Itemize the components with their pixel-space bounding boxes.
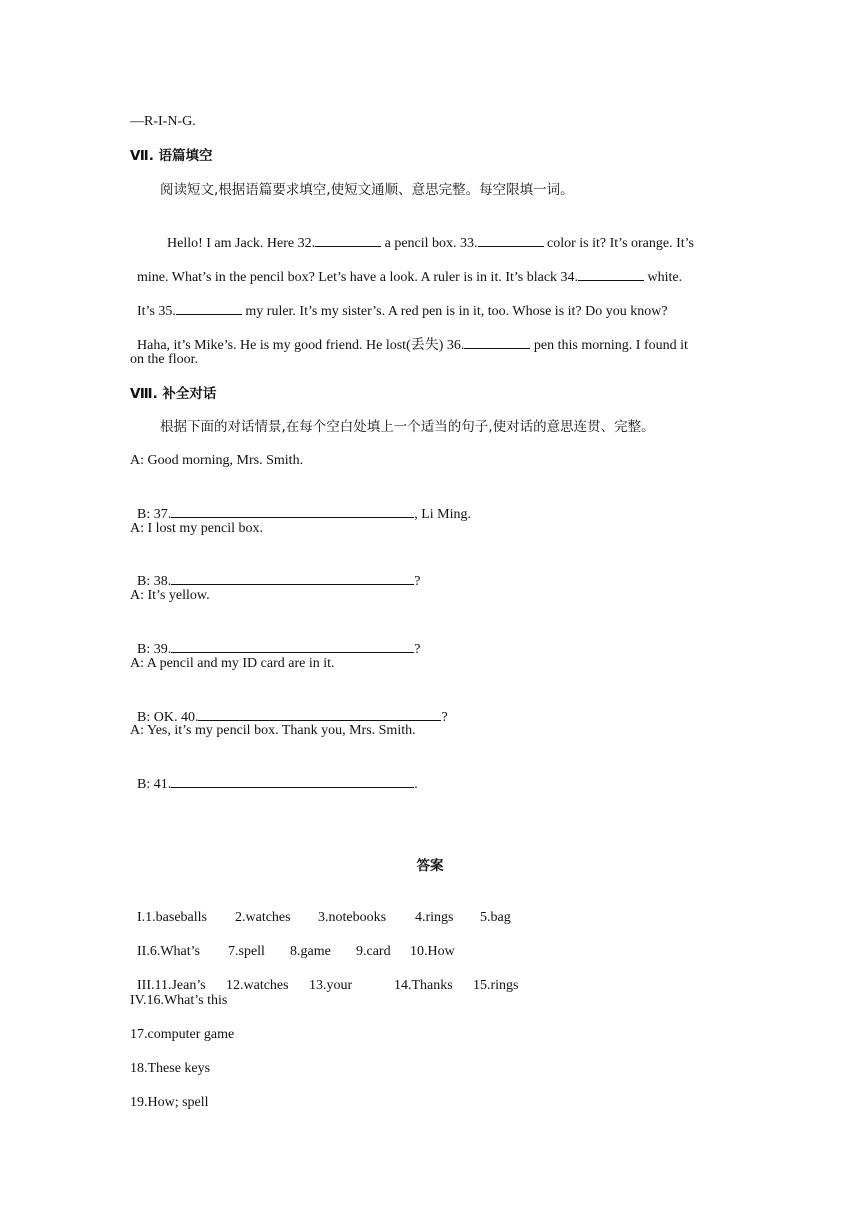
answer-item: 8.game [290, 944, 331, 959]
answer-item: I.1.baseballs [137, 910, 207, 925]
answer-item: 9.card [356, 944, 391, 959]
dialogue-text: ? [414, 642, 421, 657]
dialogue-line [130, 553, 420, 591]
top-line: —R-I-N-G. [130, 114, 196, 129]
section-7-title: Ⅶ. 语篇填空 [130, 148, 213, 164]
dialogue-text: B: 37. [137, 507, 172, 522]
answer-row-1 [130, 891, 511, 927]
answer-row-5: 17.computer game [130, 1027, 235, 1042]
passage-line-4 [130, 317, 688, 355]
section-8-instruction: 根据下面的对话情景,在每个空白处填上一个适当的句子,使对话的意思连贯、完整。 [160, 419, 655, 435]
dialogue-text: B: 41. [137, 777, 172, 792]
passage-text: mine. What’s in the pencil box? Let’s have a look. A ruler is in it. It’s black 34. [137, 270, 579, 285]
blank-35[interactable] [176, 301, 242, 315]
section-8-title: Ⅷ. 补全对话 [130, 386, 217, 402]
answer-row-4: IV.16.What’s this [130, 993, 228, 1008]
dialogue-text: ? [414, 574, 421, 589]
dialogue-text: B: 38. [137, 574, 172, 589]
dialogue-text: B: OK. 40. [137, 710, 199, 725]
dialogue-text: B: 39. [137, 642, 172, 657]
passage-text: white. [644, 270, 683, 285]
dialogue-text: . [414, 777, 418, 792]
answer-item: III.11.Jean’s [137, 978, 206, 993]
blank-37[interactable] [171, 504, 414, 518]
blank-41[interactable] [171, 774, 414, 788]
answer-item: 5.bag [480, 910, 511, 925]
blank-36[interactable] [464, 335, 530, 349]
passage-text: Hello! I am Jack. Here 32. [167, 236, 316, 251]
blank-38[interactable] [171, 571, 414, 585]
passage-line-3 [130, 283, 668, 321]
dialogue-text: ? [441, 710, 448, 725]
blank-34[interactable] [578, 267, 644, 281]
answer-row-6: 18.These keys [130, 1061, 211, 1076]
passage-text: my ruler. It’s my sister’s. A red pen is in it, too. Whose is it? Do you know? [241, 304, 668, 319]
answer-item: 12.watches [226, 978, 289, 993]
passage-line-5: on the floor. [130, 352, 199, 367]
passage-line-1 [160, 215, 694, 253]
dialogue-line [130, 756, 418, 794]
dialogue-line [130, 486, 471, 524]
answer-item: II.6.What’s [137, 944, 200, 959]
blank-40[interactable] [198, 707, 441, 721]
dialogue-line: A: Good morning, Mrs. Smith. [130, 453, 304, 468]
answer-item: 3.notebooks [318, 910, 387, 925]
passage-text: It’s 35. [137, 304, 176, 319]
dialogue-line [130, 621, 420, 659]
dialogue-text: , Li Ming. [414, 507, 472, 522]
answer-row-7: 19.How; spell [130, 1095, 209, 1110]
passage-text: Haha, it’s Mike’s. He is my good friend. He lost(丢失) 36. [137, 338, 465, 353]
answer-row-3 [130, 959, 519, 995]
dialogue-line: A: Yes, it’s my pencil box. Thank you, Mrs. Smith. [130, 723, 416, 738]
answer-item: 4.rings [415, 910, 454, 925]
blank-33[interactable] [478, 233, 544, 247]
passage-line-2 [130, 249, 682, 287]
dialogue-line: A: I lost my pencil box. [130, 521, 263, 536]
passage-text: color is it? It’s orange. It’s [543, 236, 694, 251]
answer-item: 13.your [309, 978, 353, 993]
section-7-instruction: 阅读短文,根据语篇要求填空,使短文通顺、意思完整。每空限填一词。 [160, 182, 574, 198]
answer-item: 10.How [410, 944, 455, 959]
dialogue-line: A: It’s yellow. [130, 588, 210, 603]
answer-item: 2.watches [235, 910, 291, 925]
blank-32[interactable] [315, 233, 381, 247]
answer-item: 14.Thanks [394, 978, 453, 993]
answers-title: 答案 [416, 858, 444, 874]
answer-item: 15.rings [473, 978, 519, 993]
passage-text: pen this morning. I found it [530, 338, 688, 353]
dialogue-line: A: A pencil and my ID card are in it. [130, 656, 335, 671]
blank-39[interactable] [171, 639, 414, 653]
answer-item: 7.spell [228, 944, 265, 959]
passage-text: a pencil box. 33. [381, 236, 478, 251]
answer-row-2 [130, 925, 455, 961]
